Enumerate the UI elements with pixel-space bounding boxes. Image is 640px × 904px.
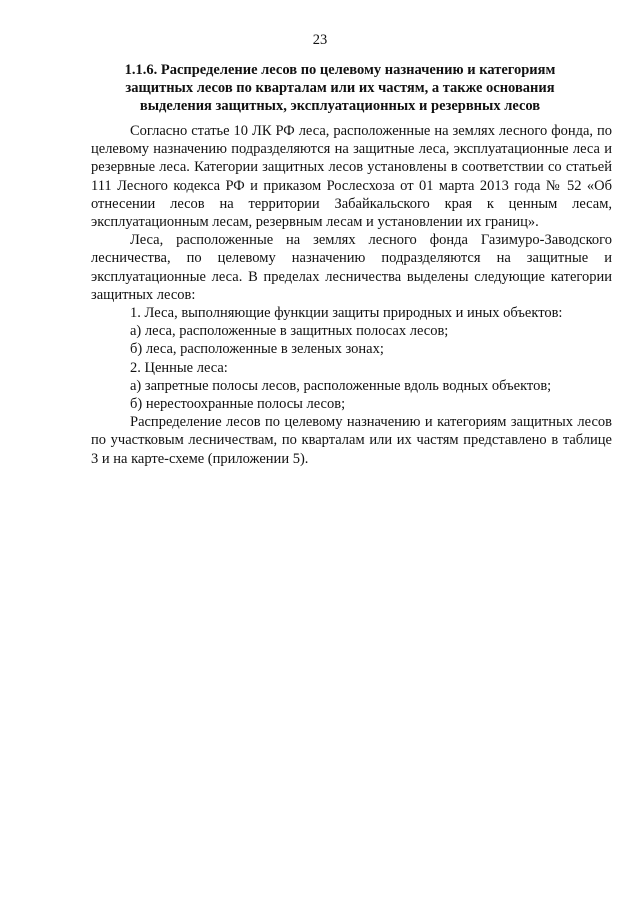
list-item: 2. Ценные леса: — [130, 359, 228, 376]
section-heading: 1.1.6. Распределение лесов по целевому назначению и категориям защитных лесов по кварталам или их частям, а также основания выделения защитных, эксплуатационных и резервных лесов — [124, 62, 556, 115]
list-item: а) запретные полосы лесов, расположенные вдоль водных объектов; — [130, 377, 552, 394]
paragraph-distribution-reference: Распределение лесов по целевому назначению и категориям защитных лесов по участковым лесничествам, по кварталам или их частям представлено в таблице 3 и на карте-схеме (приложении 5). — [91, 414, 612, 467]
list-item: б) нерестоохранные полосы лесов; — [130, 396, 346, 413]
document-body — [91, 122, 612, 468]
paragraph-forest-categories: Леса, расположенные на землях лесного фонда Газимуро-Заводского лесничества, по целевому назначению подразделяются на защитные и эксплуатационные леса. В пределах лесничества выделены следующие категории защитных лесов: — [91, 232, 612, 303]
page-number: 23 — [312, 32, 328, 48]
list-item: б) леса, расположенные в зеленых зонах; — [130, 341, 384, 358]
list-item: 1. Леса, выполняющие функции защиты природных и иных объектов: — [130, 305, 563, 322]
list-item: а) леса, расположенные в защитных полосах лесов; — [130, 323, 449, 340]
paragraph-legal-basis: Согласно статье 10 ЛК РФ леса, расположенные на землях лесного фонда, по целевому назначению подразделяются на защитные леса, эксплуатационные леса и резервные леса. Категории защитных лесов установлены в соответствии со статьей 111 Лесного кодекса РФ и приказом Рослесхоза от 01 марта 2013 года № 52 «Об отнесении лесов на территории Забайкальского края к ценным лесам, эксплуатационным лесам, резервным лесам и установлении их границ». — [91, 123, 612, 231]
